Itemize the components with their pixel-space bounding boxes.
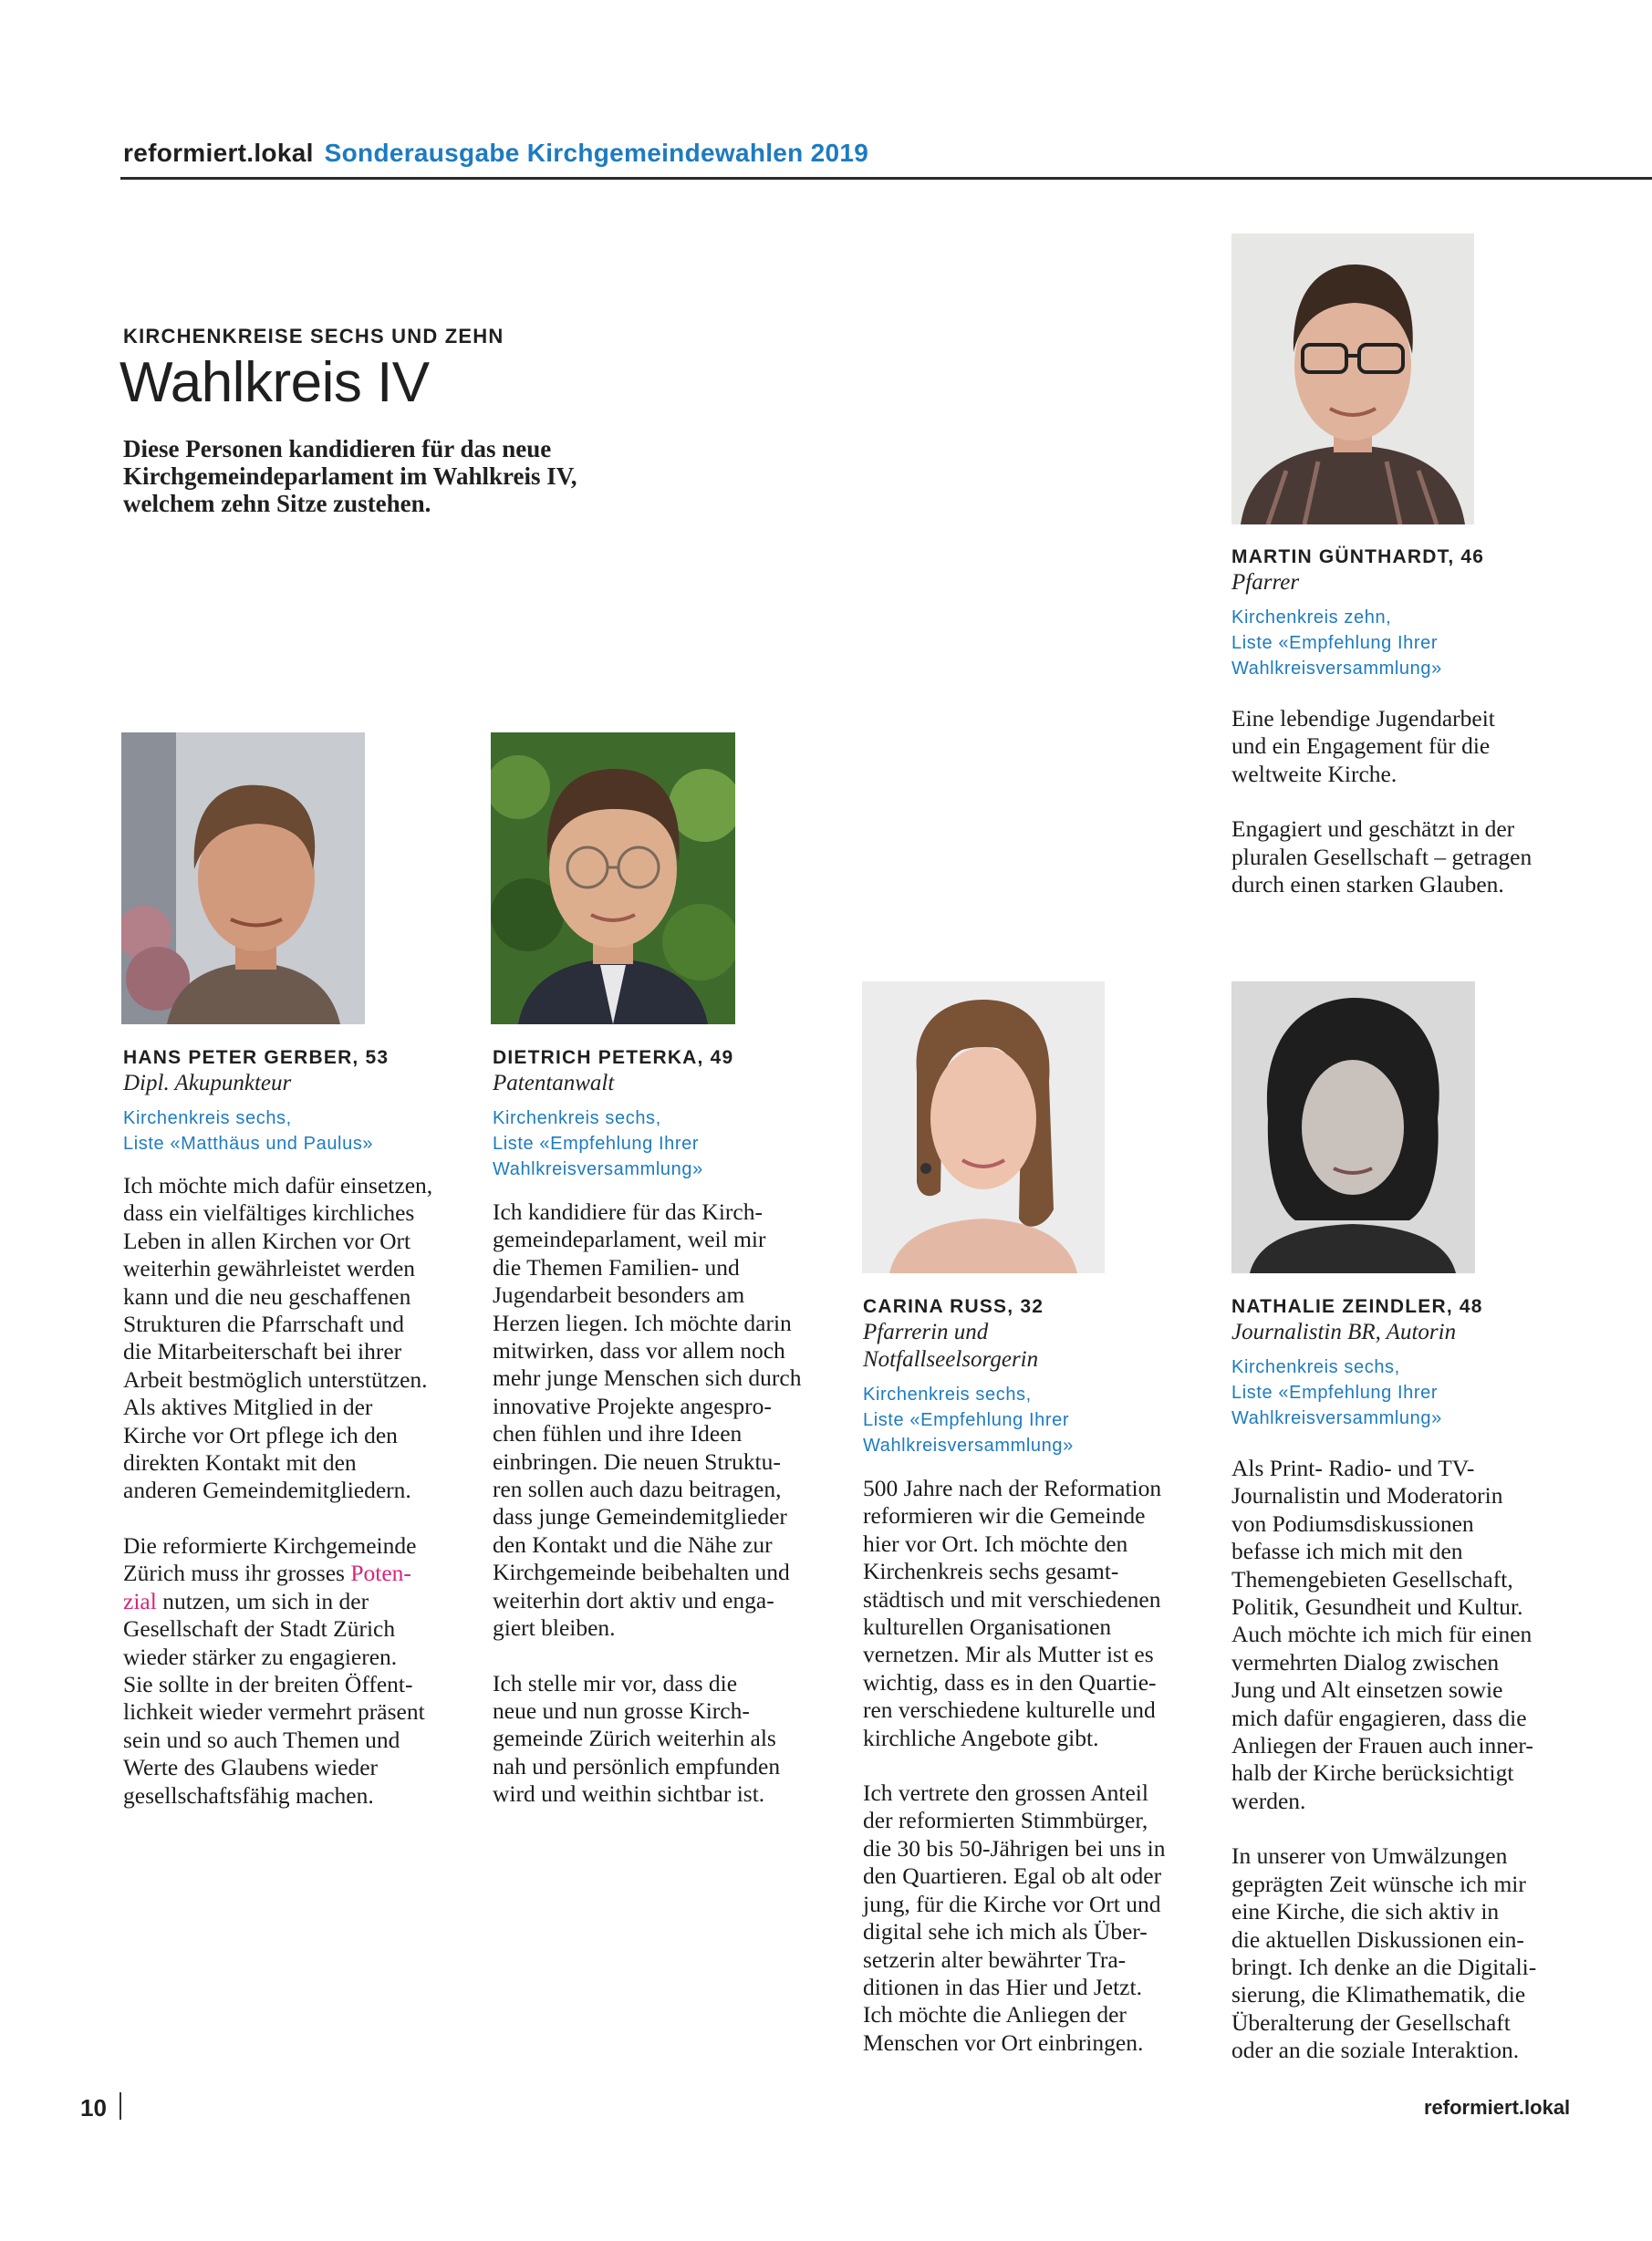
text-line: digital sehe ich mich als Über- — [863, 1918, 1148, 1945]
text-line: vermehrten Dialog zwischen — [1231, 1648, 1500, 1676]
text-line: 500 Jahre nach der Reformation — [863, 1475, 1162, 1501]
text-line: gemeindeparlament, weil mir — [493, 1226, 766, 1253]
photo-zeindler — [1231, 981, 1475, 1273]
text-line: anderen Gemeindemitgliedern. — [123, 1477, 411, 1504]
text-line: kulturellen Organisationen — [863, 1613, 1112, 1641]
statement-paragraph — [493, 1670, 839, 1809]
affiliation-line: Kirchenkreis sechs, — [123, 1108, 292, 1128]
statement-paragraph — [1231, 1842, 1578, 2064]
affiliation-line: Liste «Empfehlung Ihrer — [1231, 1383, 1439, 1403]
affiliation-line: Kirchenkreis zehn, — [1231, 607, 1392, 628]
candidate-affiliation — [863, 1382, 1210, 1458]
text-line: einbringen. Die neuen Struktu- — [493, 1447, 781, 1475]
candidate-affiliation — [493, 1105, 839, 1182]
text-line: kirchliche Angebote gibt. — [863, 1724, 1099, 1751]
text-line: Strukturen die Pfarrschaft und — [123, 1311, 405, 1338]
statement-paragraph — [1231, 815, 1578, 898]
candidate-role: Patentanwalt — [493, 1071, 615, 1095]
text-line: Politik, Gesundheit und Kultur. — [1231, 1593, 1523, 1621]
candidate-affiliation — [1231, 605, 1578, 681]
text-line: setzerin alter bewährter Tra- — [863, 1945, 1127, 1973]
text-line: Die reformierte Kirchgemeinde — [123, 1531, 417, 1559]
text-line: jung, für die Kirche vor Ort und — [863, 1890, 1161, 1917]
text-line: Arbeit bestmöglich unterstützen. — [123, 1365, 428, 1393]
header-rule — [120, 177, 1652, 180]
intro — [123, 435, 634, 517]
candidate-statement — [1231, 705, 1578, 898]
text-line: innovative Projekte angespro- — [493, 1392, 772, 1419]
text-line: die Themen Familien- und — [493, 1253, 740, 1281]
text-line: bringt. Ich denke an die Digitali- — [1231, 1953, 1537, 1980]
candidate-name: CARINA RUSS, 32 — [863, 1296, 1044, 1317]
statement-paragraph — [493, 1198, 839, 1643]
text-line: werden. — [1231, 1787, 1306, 1814]
header-brand: reformiert.lokal — [123, 139, 314, 167]
text-line: nah und persönlich empfunden — [493, 1752, 781, 1779]
statement-paragraph — [123, 1172, 470, 1505]
candidate-name: DIETRICH PETERKA, 49 — [493, 1047, 734, 1068]
intro-line: Diese Personen kandidieren für das neue — [123, 435, 552, 462]
text-line: Herzen liegen. Ich möchte darin — [493, 1309, 792, 1336]
text-line: vernetzen. Mir als Mutter ist es — [863, 1641, 1154, 1668]
text-line: dass junge Gemeindemitglieder — [493, 1503, 787, 1530]
text-line: pluralen Gesellschaft – getragen — [1231, 843, 1533, 870]
text-line: weltweite Kirche. — [1231, 760, 1397, 787]
text-line: weiterhin gewährleistet werden — [123, 1255, 416, 1282]
text-line: Jugendarbeit besonders am — [493, 1281, 745, 1309]
statement-paragraph — [863, 1475, 1210, 1752]
text-line: chen fühlen und ihre Ideen — [493, 1420, 743, 1447]
text-line: Als Print- Radio- und TV- — [1231, 1455, 1475, 1481]
header-issue: Sonderausgabe Kirchgemeindewahlen 2019 — [324, 139, 869, 167]
candidate-gerber — [123, 1046, 470, 1810]
candidate-role — [863, 1319, 1210, 1374]
candidate-role: Journalistin BR, Autorin — [1231, 1320, 1457, 1344]
text-line: wieder stärker zu engagieren. — [123, 1643, 398, 1670]
text-line: In unserer von Umwälzungen — [1231, 1842, 1508, 1870]
text-line: den Kontakt und die Nähe zur — [493, 1530, 773, 1558]
text-line: die 30 bis 50-Jährigen bei uns in — [863, 1834, 1166, 1862]
text-line: den Quartieren. Egal ob alt oder — [863, 1862, 1162, 1890]
candidate-russ — [863, 1295, 1210, 2057]
candidate-peterka — [493, 1046, 839, 1809]
text-line: Kirche vor Ort pflege ich den — [123, 1421, 398, 1448]
text-line: wichtig, dass es in den Quartie- — [863, 1668, 1157, 1696]
text-line: Jung und Alt einsetzen sowie — [1231, 1676, 1503, 1704]
text-line: Ich vertrete den grossen Anteil — [863, 1779, 1148, 1807]
candidate-guenthardt — [1231, 545, 1578, 898]
footer-divider — [119, 2092, 121, 2120]
text-line: städtisch und mit verschiedenen — [863, 1585, 1161, 1613]
photo-guenthardt — [1231, 233, 1474, 524]
text-line: gemeinde Zürich weiterhin als — [493, 1725, 776, 1752]
text-line: befasse ich mich mit den — [1231, 1538, 1463, 1565]
text-line: reformieren wir die Gemeinde — [863, 1502, 1146, 1530]
candidate-affiliation — [1231, 1354, 1578, 1431]
affiliation-line: Wahlkreisversammlung» — [1231, 659, 1442, 679]
candidate-zeindler — [1231, 1295, 1578, 2065]
text-line: neue und nun grosse Kirch- — [493, 1696, 750, 1724]
text-line: Leben in allen Kirchen vor Ort — [123, 1227, 411, 1254]
text-line: sein und so auch Themen und — [123, 1726, 400, 1753]
running-header — [123, 139, 868, 168]
intro-line: welchem zehn Sitze zustehen. — [123, 490, 431, 517]
text-line: weiterhin dort aktiv und enga- — [493, 1586, 774, 1613]
text-line: Menschen vor Ort einbringen. — [863, 2028, 1144, 2056]
text-line: oder an die soziale Interaktion. — [1231, 2037, 1520, 2064]
text-line: Engagiert und geschätzt in der — [1231, 815, 1515, 843]
text-line: Themengebieten Gesellschaft, — [1231, 1565, 1513, 1593]
text-line: Ich stelle mir vor, dass die — [493, 1669, 738, 1696]
photo-russ — [862, 981, 1105, 1273]
candidate-role: Dipl. Akupunkteur — [123, 1071, 292, 1095]
text-line: gesellschaftsfähig machen. — [123, 1781, 374, 1809]
candidate-name: MARTIN GÜNTHARDT, 46 — [1231, 546, 1485, 567]
text-line: mehr junge Menschen sich durch — [493, 1364, 802, 1392]
text-line: die aktuellen Diskussionen ein- — [1231, 1925, 1524, 1953]
text-line: sierung, die Klimathematik, die — [1231, 1981, 1526, 2008]
text-line-highlight: Zürich muss ihr grosses Poten- — [123, 1560, 411, 1587]
text-line: ren sollen auch dazu beitragen, — [493, 1476, 782, 1503]
role-line: Notfallseelsorgerin — [863, 1347, 1039, 1372]
text-line: Sie sollte in der breiten Öffent- — [123, 1670, 413, 1697]
text-line: Journalistin und Moderatorin — [1231, 1482, 1503, 1510]
affiliation-line: Liste «Matthäus und Paulus» — [123, 1134, 374, 1154]
statement-paragraph — [123, 1532, 470, 1810]
text-line: Werte des Glaubens wieder — [123, 1754, 379, 1781]
text-line: dass ein vielfältiges kirchliches — [123, 1199, 415, 1227]
footer-brand: reformiert.lokal — [1424, 2096, 1571, 2119]
candidate-affiliation — [123, 1105, 470, 1157]
text-line: Anliegen der Frauen auch inner- — [1231, 1732, 1533, 1759]
candidate-statement — [493, 1198, 839, 1809]
candidate-statement — [1231, 1455, 1578, 2065]
text-line: lichkeit wieder vermehrt präsent — [123, 1698, 425, 1726]
text-line: Ich kandidiere für das Kirch- — [493, 1198, 763, 1225]
text-line: eine Kirche, die sich aktiv in — [1231, 1898, 1500, 1925]
text-line: Kirchenkreis sechs gesamt- — [863, 1558, 1119, 1585]
text-line: ren verschiedene kulturelle und — [863, 1696, 1156, 1724]
candidate-name: HANS PETER GERBER, 53 — [123, 1047, 390, 1068]
text-line: Überalterung der Gesellschaft — [1231, 2008, 1511, 2036]
page-number: 10 — [80, 2094, 107, 2122]
text-line-highlight: zial nutzen, um sich in der — [123, 1587, 369, 1614]
text-line: der reformierten Stimmbürger, — [863, 1807, 1148, 1834]
photo-peterka — [491, 732, 735, 1024]
text-line: die Mitarbeiterschaft bei ihrer — [123, 1338, 402, 1365]
text-line: Ich möchte mich dafür einsetzen, — [123, 1172, 433, 1198]
text-line: durch einen starken Glauben. — [1231, 871, 1504, 898]
text-line: mich dafür engagieren, dass die — [1231, 1704, 1527, 1731]
text-line: Ich möchte die Anliegen der — [863, 2001, 1127, 2028]
photo-gerber — [121, 732, 365, 1024]
page-title: Wahlkreis IV — [119, 351, 430, 414]
candidate-statement — [863, 1475, 1210, 2057]
affiliation-line: Wahlkreisversammlung» — [493, 1159, 703, 1179]
text-line: hier vor Ort. Ich möchte den — [863, 1530, 1128, 1557]
candidate-name: NATHALIE ZEINDLER, 48 — [1231, 1296, 1483, 1317]
statement-paragraph — [863, 1779, 1210, 2057]
affiliation-line: Wahlkreisversammlung» — [1231, 1408, 1442, 1428]
text-line: von Podiumsdiskussionen — [1231, 1510, 1474, 1537]
role-line: Pfarrerin und — [863, 1320, 989, 1344]
text-line: Eine lebendige Jugendarbeit — [1231, 705, 1495, 731]
affiliation-line: Wahlkreisversammlung» — [863, 1436, 1074, 1456]
affiliation-line: Liste «Empfehlung Ihrer — [1231, 633, 1439, 653]
text-line: Als aktives Mitglied in der — [123, 1394, 373, 1421]
text-line: wird und weithin sichtbar ist. — [493, 1780, 765, 1808]
text-line: und ein Engagement für die — [1231, 732, 1491, 760]
kicker: KIRCHENKREISE SECHS UND ZEHN — [123, 325, 504, 348]
statement-paragraph — [1231, 705, 1578, 788]
text-line: mitwirken, dass vor allem noch — [493, 1337, 785, 1364]
text-line: ditionen in das Hier und Jetzt. — [863, 1973, 1142, 2000]
affiliation-line: Kirchenkreis sechs, — [493, 1108, 661, 1128]
affiliation-line: Kirchenkreis sechs, — [1231, 1357, 1400, 1377]
text-line: halb der Kirche berücksichtigt — [1231, 1759, 1514, 1787]
affiliation-line: Liste «Empfehlung Ihrer — [493, 1134, 700, 1154]
highlight-word: Poten- — [350, 1560, 411, 1587]
intro-line: Kirchgemeindeparlament im Wahlkreis IV, — [123, 462, 577, 490]
statement-paragraph — [1231, 1455, 1578, 1815]
text-line: geprägten Zeit wünsche ich mir — [1231, 1870, 1526, 1897]
text-line: direkten Kontakt mit den — [123, 1449, 357, 1477]
text-line: giert bleiben. — [493, 1614, 616, 1642]
highlight-word: zial — [123, 1587, 157, 1614]
text-line: Kirchgemeinde beibehalten und — [493, 1559, 790, 1586]
affiliation-line: Kirchenkreis sechs, — [863, 1385, 1032, 1405]
text-line: kann und die neu geschaffenen — [123, 1282, 411, 1310]
affiliation-line: Liste «Empfehlung Ihrer — [863, 1410, 1070, 1430]
candidate-role: Pfarrer — [1231, 570, 1300, 595]
text-line: Gesellschaft der Stadt Zürich — [123, 1615, 396, 1643]
candidate-statement — [123, 1172, 470, 1810]
text-line: Auch möchte ich mich für einen — [1231, 1621, 1533, 1648]
